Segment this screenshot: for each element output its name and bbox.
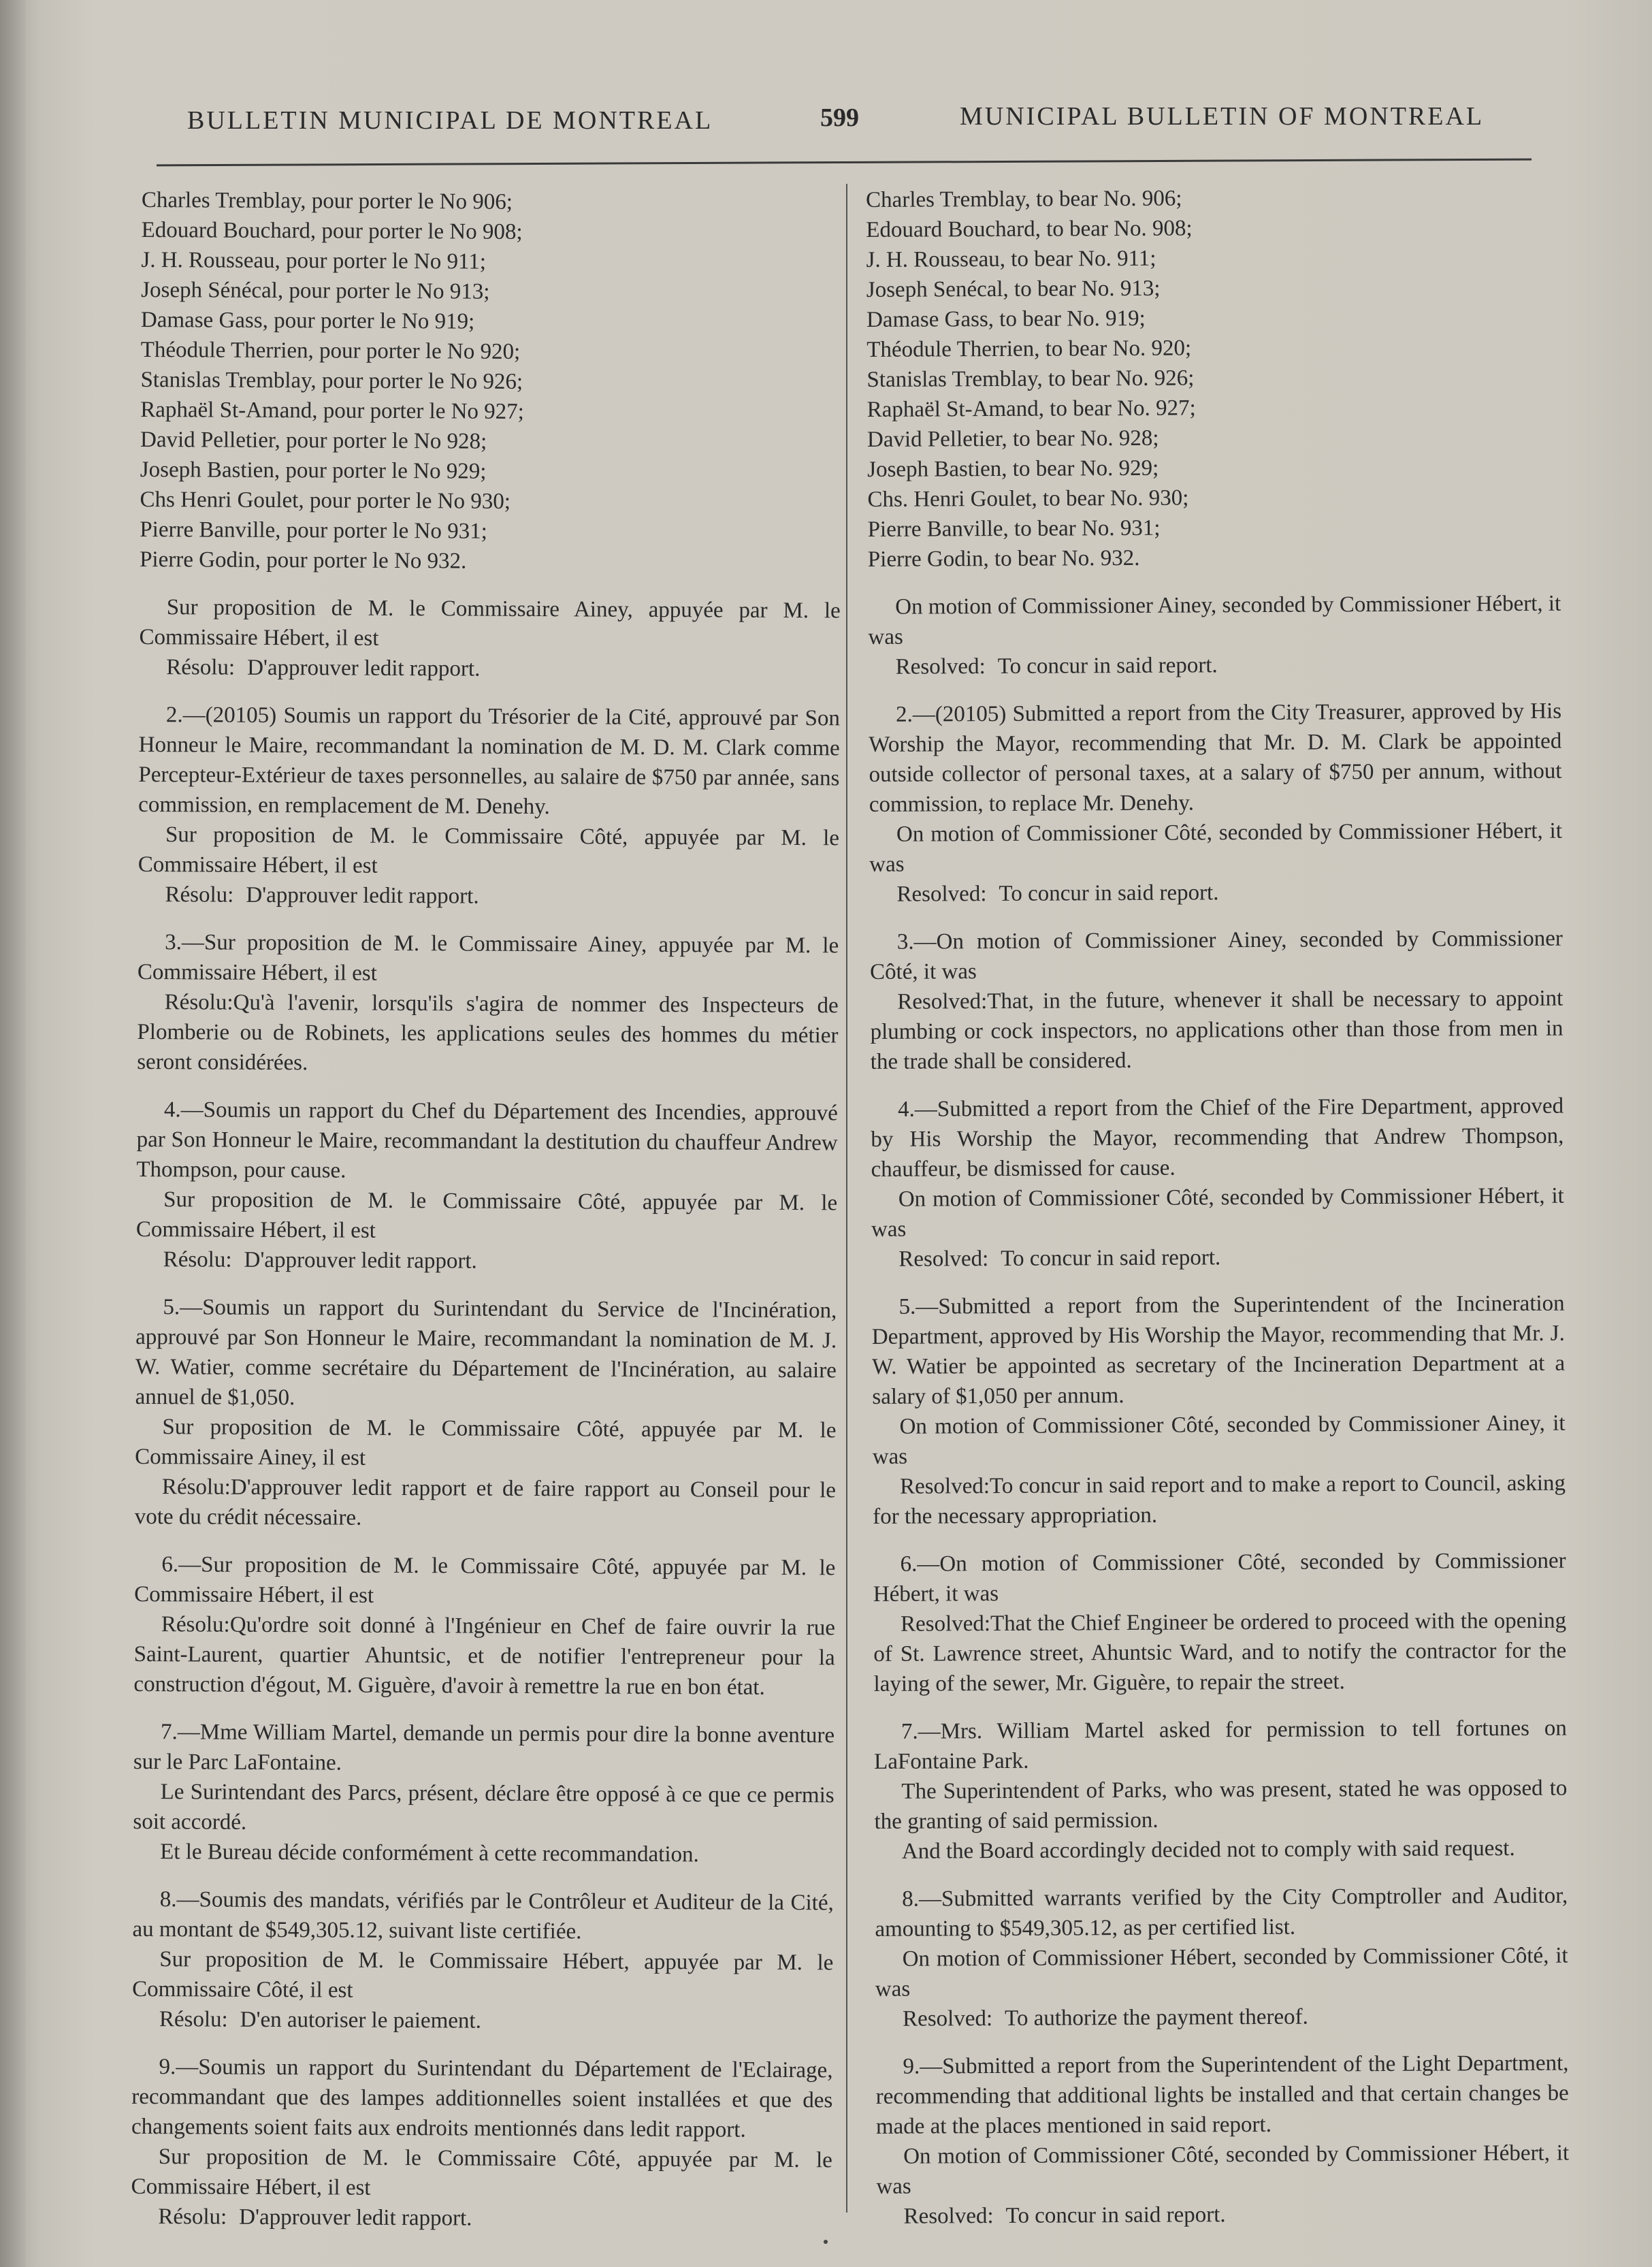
motion-text: Sur proposition de M. le Commissaire Côté, appuyée par M. le Commissaire Hébert, il est xyxy=(137,822,840,878)
resolved-label: Résolu: xyxy=(158,2204,227,2230)
resolution xyxy=(877,2198,1570,2232)
list-item: Joseph Bastien, pour porter le No 929; xyxy=(140,457,487,484)
list-item: Pierre Godin, to bear No. 932. xyxy=(867,545,1140,572)
item-text: 9.—Submitted a report from the Superintendent of the Light Department, recommending that additional lights be installed and that certain changes be made at the places mentioned in said report. xyxy=(875,2051,1569,2139)
list-item: Damase Gass, to bear No. 919; xyxy=(866,306,1146,332)
list-item: Pierre Banville, pour porter le No 931; xyxy=(140,517,487,544)
page-number: 599 xyxy=(820,103,859,132)
print-dot xyxy=(824,2240,828,2244)
resolution xyxy=(136,1244,837,1278)
list-item: Joseph Sénécal, pour porter le No 913; xyxy=(141,277,490,304)
french-column xyxy=(131,185,843,2235)
list-item: J. H. Rousseau, pour porter le No 911; xyxy=(141,247,487,274)
resolution-text: To concur in said report. xyxy=(1001,1245,1221,1271)
item-4 xyxy=(871,1091,1564,1274)
list-item: Raphaël St-Amand, to bear No. 927; xyxy=(867,396,1196,422)
item-3 xyxy=(870,924,1564,1077)
item-6 xyxy=(133,1549,835,1703)
header-rule xyxy=(157,159,1532,167)
item-text: 8.—Soumis des mandats, vérifiés par le Contrôleur et Auditeur de la Cité, au montant de $549,305.12, suivant liste certifiée. xyxy=(132,1887,834,1944)
item-1 xyxy=(139,592,841,686)
resolution xyxy=(135,1472,836,1535)
item-4 xyxy=(136,1095,838,1278)
list-item: David Pelletier, pour porter le No 928; xyxy=(140,427,487,454)
item-text: 2.—(20105) Soumis un rapport du Trésorier de la Cité, approuvé par Son Honneur le Maire, recommandant la nomination de M. D. M. Clark comme Percepteur-Extérieur de taxes personnelles, au salaire de $750 par année, sans commission, en remplacement de M. Denehy. xyxy=(138,703,841,820)
resolution-text: D'approuver ledit rapport. xyxy=(246,882,479,909)
resolution-text: D'approuver ledit rapport. xyxy=(244,1247,477,1274)
list-item: Pierre Godin, pour porter le No 932. xyxy=(140,547,467,574)
item-3 xyxy=(137,927,839,1080)
list-item: Stanislas Tremblay, pour porter le No 926; xyxy=(140,367,523,394)
motion-text: On motion of Commissioner Côté, seconded by Commissioner Hébert, it was xyxy=(871,1183,1564,1242)
motion-text: On motion of Commissioner Côté, seconded by Commissioner Ainey, it was xyxy=(872,1411,1566,1469)
resolution-text: To concur in said report and to make a report to Council, asking for the necessary appropriation. xyxy=(873,1470,1566,1529)
item-9 xyxy=(131,2052,832,2235)
resolution-text: To concur in said report. xyxy=(1005,2202,1226,2228)
resolution xyxy=(869,649,1561,682)
motion-text: Sur proposition de M. le Commissaire Côté, appuyée par M. le Commissaire Hébert, il est xyxy=(131,2144,832,2200)
header-title-english: MUNICIPAL BULLETIN OF MONTREAL xyxy=(960,102,1485,131)
page-header xyxy=(0,102,1652,153)
resolved-label: Resolved: xyxy=(898,1247,989,1272)
item-text: And the Board accordingly decided not to comply with said request. xyxy=(901,1836,1515,1864)
resolution-text: D'approuver ledit rapport et de faire rapport au Conseil pour le vote du crédit nécessaire. xyxy=(134,1475,837,1530)
resolved-label: Resolved: xyxy=(896,882,987,907)
resolved-label: Résolu: xyxy=(161,1612,230,1637)
resolution xyxy=(137,987,839,1080)
motion-text: On motion of Commissioner Côté, seconded by Commissioner Hébert, it was xyxy=(876,2140,1570,2199)
item-text: The Superintendent of Parks, who was present, stated he was opposed to the granting of said permission. xyxy=(874,1775,1568,1834)
resolution xyxy=(873,1606,1567,1699)
resolved-label: Résolu: xyxy=(159,2007,228,2032)
item-text: 7.—Mme William Martel, demande un permis pour dire la bonne aventure sur le Parc LaFontaine. xyxy=(133,1720,835,1775)
resolution xyxy=(875,2001,1568,2034)
resolution-text: D'en autoriser le paiement. xyxy=(240,2007,481,2033)
resolved-label: Résolu: xyxy=(161,1475,231,1500)
appointment-list xyxy=(866,182,1561,575)
resolution xyxy=(873,1468,1566,1532)
list-item: Pierre Banville, to bear No. 931; xyxy=(867,515,1161,542)
list-item: Théodule Therrien, to bear No. 920; xyxy=(867,336,1192,362)
motion-text: Sur proposition de M. le Commissaire Ainey, appuyée par M. le Commissaire Hébert, il est xyxy=(139,595,841,651)
item-2 xyxy=(137,700,840,913)
header-title-french: BULLETIN MUNICIPAL DE MONTREAL xyxy=(187,106,713,135)
resolved-label: Resolved: xyxy=(903,2204,994,2229)
resolution-text: To authorize the payment thereof. xyxy=(1004,2004,1308,2031)
motion-text: 3.—On motion of Commissioner Ainey, seconded by Commissioner Côté, it was xyxy=(869,926,1563,984)
item-text: Le Surintendant des Parcs, présent, déclare être opposé à ce que ce permis soit accordé. xyxy=(133,1780,835,1835)
item-text: 9.—Soumis un rapport du Surintendant du Département de l'Eclairage, recommandant que des lampes additionnelles soient installées et que des changements soient faits aux endroits mentionnés dans ledit rapport. xyxy=(131,2055,833,2142)
motion-text: On motion of Commissioner Ainey, seconded by Commissioner Hébert, it was xyxy=(868,591,1561,649)
list-item: Stanislas Tremblay, to bear No. 926; xyxy=(867,366,1195,392)
item-8 xyxy=(132,1884,834,2038)
item-2 xyxy=(869,696,1563,910)
item-text: 5.—Submitted a report from the Superintendent of the Incineration Department, approved by His Worship the Mayor, recommending that Mr. J. W. Watier be appointed as secretary of the Incineration Department at a salary of $1,050 per annum. xyxy=(871,1291,1566,1409)
resolution-text: That the Chief Engineer be ordered to proceed with the opening of St. Lawrence street, Ahuntsic Ward, and to notify the contractor for the laying of the sewer, Mr. Giguère, to repair the street. xyxy=(873,1608,1567,1697)
resolution-text: Qu'ordre soit donné à l'Ingénieur en Chef de faire ouvrir la rue Saint-Laurent, quartier Ahuntsic, et de notifier l'entrepreneur pour la construction d'égout, M. Giguère, d'avoir à remettre la rue en bon état. xyxy=(133,1612,836,1700)
item-5 xyxy=(872,1289,1566,1532)
resolution xyxy=(137,880,839,913)
resolved-label: Resolved: xyxy=(895,654,986,679)
item-9 xyxy=(875,2048,1569,2232)
motion-text: On motion of Commissioner Hébert, seconded by Commissioner Côté, it was xyxy=(875,1943,1568,2001)
item-text: 8.—Submitted warrants verified by the City Comptroller and Auditor, amounting to $549,305.12, as per certified list. xyxy=(875,1883,1568,1942)
list-item: Charles Tremblay, pour porter le No 906; xyxy=(141,187,513,214)
resolved-label: Resolved: xyxy=(897,989,988,1014)
resolution xyxy=(871,1241,1564,1274)
resolved-label: Résolu: xyxy=(163,1247,232,1272)
motion-text: Sur proposition de M. le Commissaire Côté, appuyée par M. le Commissaire Ainey, il est xyxy=(135,1415,837,1470)
resolution xyxy=(870,984,1564,1077)
item-text: 4.—Soumis un rapport du Chef du Département des Incendies, approuvé par Son Honneur le Maire, recommandant la destitution du chauffeur Andrew Thompson, pour cause. xyxy=(136,1097,838,1183)
item-text: 2.—(20105) Submitted a report from the City Treasurer, approved by His Worship the Mayor, recommending that Mr. D. M. Clark be appointed outside collector of personal taxes, at a salary of $750 per annum, without commission, to replace Mr. Denehy. xyxy=(869,698,1562,817)
item-text: 4.—Submitted a report from the Chief of the Fire Department, approved by His Worship the Mayor, recommending that Andrew Thompson, chauffeur, be dismissed for cause. xyxy=(871,1093,1564,1182)
resolution-text: To concur in said report. xyxy=(997,653,1218,679)
list-item: J. H. Rousseau, to bear No. 911; xyxy=(866,246,1156,272)
list-item: Edouard Bouchard, pour porter le No 908; xyxy=(141,217,523,244)
item-7 xyxy=(874,1714,1568,1867)
resolved-label: Resolved: xyxy=(903,2006,993,2031)
resolved-label: Resolved: xyxy=(899,1474,990,1499)
item-7 xyxy=(133,1717,835,1870)
list-item: Joseph Bastien, to bear No. 929; xyxy=(867,455,1159,482)
resolution xyxy=(133,1609,835,1703)
item-1 xyxy=(868,589,1561,682)
item-text: 7.—Mrs. William Martel asked for permission to tell fortunes on LaFontaine Park. xyxy=(874,1716,1567,1774)
resolution xyxy=(869,876,1562,910)
resolved-label: Résolu: xyxy=(166,655,236,680)
motion-text: On motion of Commissioner Côté, seconded by Commissioner Hébert, it was xyxy=(869,818,1563,877)
resolution xyxy=(132,2004,833,2038)
motion-text: 6.—Sur proposition de M. le Commissaire Côté, appuyée par M. le Commissaire Hébert, il est xyxy=(134,1552,836,1608)
resolved-label: Résolu: xyxy=(164,990,233,1015)
item-text: Et le Bureau décide conformément à cette recommandation. xyxy=(160,1839,699,1867)
column-divider xyxy=(846,184,847,2213)
item-6 xyxy=(873,1546,1566,1699)
motion-text: 6.—On motion of Commissioner Côté, seconded by Commissioner Hébert, it was xyxy=(873,1548,1566,1607)
motion-text: Sur proposition de M. le Commissaire Hébert, appuyée par M. le Commissaire Côté, il est xyxy=(132,1947,834,2003)
item-text: 5.—Soumis un rapport du Surintendant du Service de l'Incinération, approuvé par Son Honneur le Maire, recommandant la nomination de M. J. W. Watier, comme secrétaire du Département de l'Incinération, au salaire annuel de $1,050. xyxy=(135,1295,837,1411)
resolution-text: That, in the future, whenever it shall be necessary to appoint plumbing or cock inspectors, no applications other than those from men in the trade shall be considered. xyxy=(870,986,1564,1074)
list-item: Damase Gass, pour porter le No 919; xyxy=(140,307,475,334)
resolution xyxy=(139,652,840,686)
resolution-text: Qu'à l'avenir, lorsqu'ils s'agira de nommer des Inspecteurs de Plomberie ou de Robinets, les applications seules des hommes du métier seront considérées. xyxy=(137,990,839,1076)
item-8 xyxy=(875,1881,1568,2034)
english-column xyxy=(866,182,1570,2232)
book-spine-shadow xyxy=(0,0,26,2267)
list-item: Joseph Senécal, to bear No. 913; xyxy=(866,276,1161,302)
resolution-text: D'approuver ledit rapport. xyxy=(247,655,481,681)
list-item: Chs. Henri Goulet, to bear No. 930; xyxy=(867,485,1189,512)
resolution xyxy=(131,2202,832,2235)
list-item: Charles Tremblay, to bear No. 906; xyxy=(866,186,1182,212)
list-item: Théodule Therrien, pour porter le No 920; xyxy=(140,337,521,364)
resolution-text: To concur in said report. xyxy=(999,880,1219,906)
appointment-list xyxy=(140,185,843,578)
list-item: Raphaël St-Amand, pour porter le No 927; xyxy=(140,397,524,424)
item-5 xyxy=(135,1292,837,1535)
list-item: Chs Henri Goulet, pour porter le No 930; xyxy=(140,487,511,514)
list-item: David Pelletier, to bear No. 928; xyxy=(867,425,1159,452)
motion-text: Sur proposition de M. le Commissaire Côté, appuyée par M. le Commissaire Hébert, il est xyxy=(135,1187,838,1243)
resolved-label: Resolved: xyxy=(900,1611,991,1637)
resolution-text: D'approuver ledit rapport. xyxy=(239,2204,472,2231)
list-item: Edouard Bouchard, to bear No. 908; xyxy=(866,216,1193,242)
motion-text: 3.—Sur proposition de M. le Commissaire Ainey, appuyée par M. le Commissaire Hébert, il est xyxy=(137,930,839,986)
resolved-label: Résolu: xyxy=(165,882,234,907)
